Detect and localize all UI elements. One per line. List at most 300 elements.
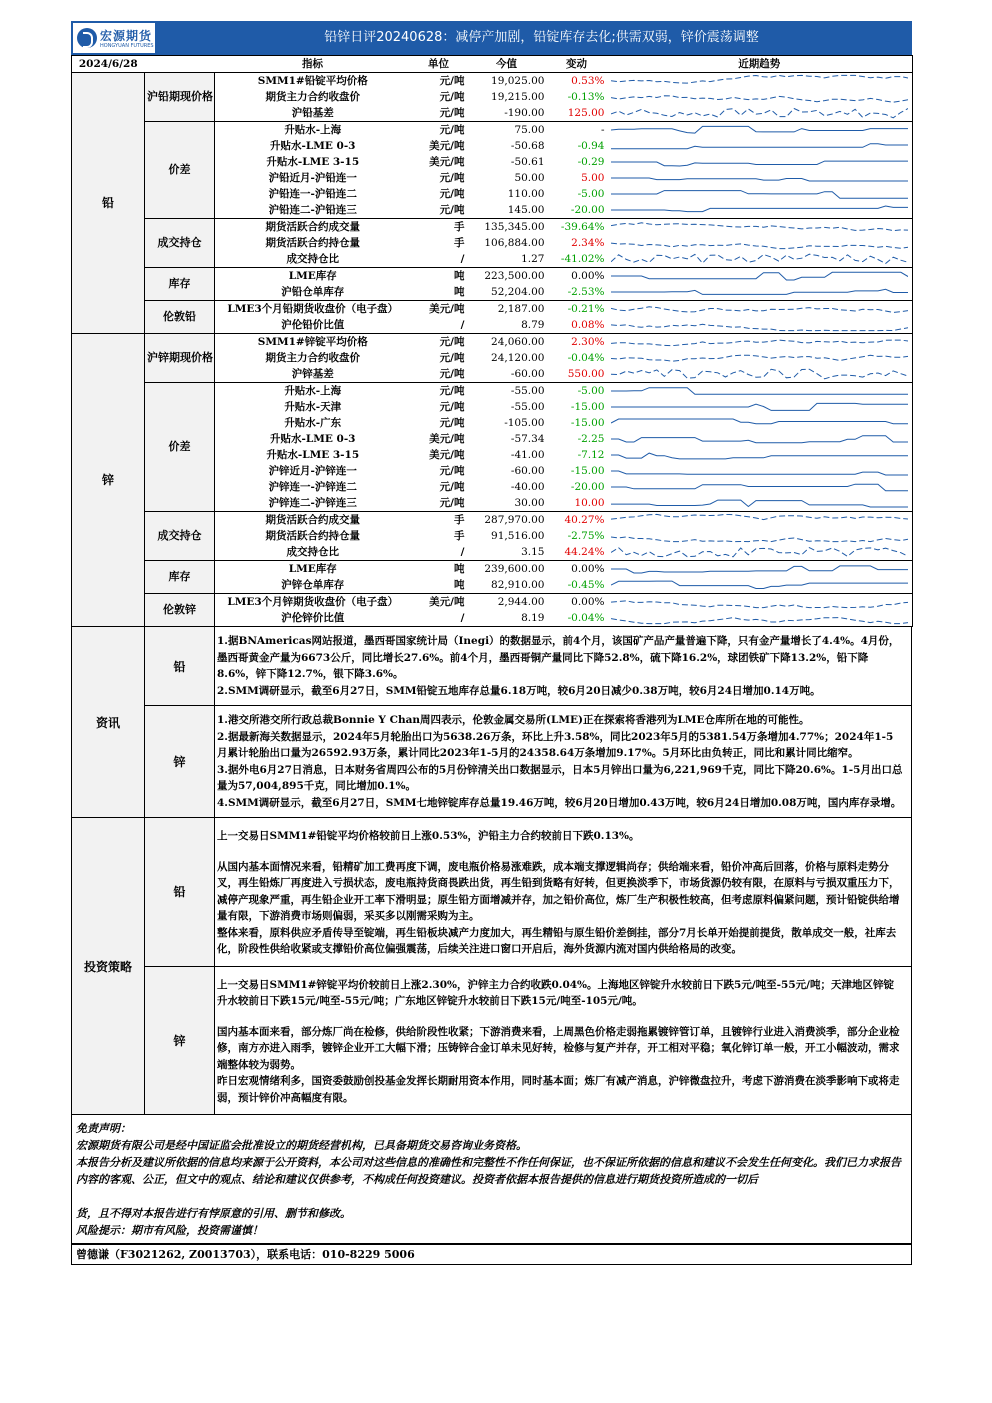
trend-cell	[607, 415, 913, 431]
trend-line	[611, 307, 909, 313]
unit-cell: 元/吨	[411, 202, 467, 219]
trend-cell	[607, 154, 913, 170]
group-label: 库存	[145, 561, 215, 594]
unit-cell: /	[411, 251, 467, 268]
news-zinc-label: 锌	[145, 706, 215, 818]
table-row	[72, 219, 913, 236]
indicator-name: 升贴水-广东	[284, 417, 342, 429]
change-value: 0.08%	[547, 317, 607, 334]
trend-cell	[607, 544, 913, 561]
indicator-name: 期货主力合约收盘价	[265, 91, 360, 103]
strategy-lead-para: 上一交易日SMM1#铅锭平均价格较前日上涨0.53%，沪铅主力合约较前日下跌0.13%。	[217, 830, 640, 842]
change-value: -0.45%	[547, 577, 607, 594]
unit-cell: 元/吨	[411, 366, 467, 383]
indicator-name: 沪锌连二-沪锌连三	[215, 495, 411, 512]
change-value: -7.12	[577, 449, 605, 461]
change-value: 10.00	[547, 495, 607, 512]
today-value: -55.00	[510, 401, 545, 413]
indicator-name: 沪锌基差	[215, 366, 411, 383]
change-value: -5.00	[577, 188, 605, 200]
unit-cell: 元/吨	[411, 495, 467, 512]
indicator-name: SMM1#锌锭平均价格	[257, 336, 368, 348]
trend-cell	[607, 479, 913, 495]
report-page	[71, 21, 912, 1265]
disclaimer-line: 宏源期货有限公司是经中国证监会批准设立的期货经营机构，已具备期货交易咨询业务资格。	[76, 1139, 527, 1152]
today-value: -41.00	[510, 449, 545, 461]
table-row	[72, 334, 913, 351]
trend-sparkline	[611, 464, 909, 478]
group-label: 伦敦铅	[145, 301, 215, 334]
trend-line	[611, 601, 909, 608]
table-row	[72, 73, 913, 90]
trend-cell	[607, 561, 913, 578]
today-value: 8.79	[467, 317, 547, 334]
today-value: 2,187.00	[497, 303, 545, 315]
change-value: -0.21%	[567, 303, 605, 315]
trend-line	[611, 96, 909, 102]
trend-sparkline	[611, 252, 909, 266]
change-value: -5.00	[577, 385, 605, 397]
report-banner	[71, 21, 912, 55]
change-value: -15.00	[570, 401, 605, 413]
today-value: 19,025.00	[491, 75, 545, 87]
trend-cell	[607, 284, 913, 301]
trend-sparkline	[611, 318, 909, 332]
table-row	[72, 122, 913, 139]
trend-line	[611, 500, 909, 507]
trend-sparkline	[611, 578, 909, 592]
report-title: 铅锌日评20240628：减停产加剧，铅锭库存去化;供需双弱，锌价震荡调整	[324, 30, 759, 45]
trend-line	[611, 581, 909, 588]
indicator-name: 沪铅仓单库存	[215, 284, 411, 301]
unit-cell: 手	[454, 514, 465, 526]
group-label: 价差	[145, 122, 215, 219]
change-value: -0.94	[577, 140, 605, 152]
today-value: -50.61	[510, 156, 545, 168]
today-value: 2,944.00	[497, 596, 545, 608]
trend-cell	[607, 366, 913, 383]
change-value: 44.24%	[547, 544, 607, 561]
unit-cell: 元/吨	[439, 188, 465, 200]
unit-cell: 元/吨	[439, 417, 465, 429]
trend-line	[611, 388, 909, 395]
group-label: 沪锌期现价格	[145, 334, 215, 383]
trend-sparkline	[611, 106, 909, 120]
strategy-zinc-para: 昨日宏观情绪利多，国资委鼓励创投基金发挥长期耐用资本作用，同时基本面；炼厂有减产消息，沪锌微盘拉升，考虑下游消费在淡季影响下或将走弱，预计锌价冲高幅度有限。	[217, 1075, 900, 1104]
group-label: 成交持仓	[145, 219, 215, 268]
trend-sparkline	[611, 155, 909, 169]
unit-cell: /	[411, 544, 467, 561]
strategy-lead-text	[215, 818, 912, 966]
trend-line	[611, 206, 909, 212]
trend-sparkline	[611, 74, 909, 88]
trend-cell	[607, 186, 913, 202]
unit-cell: 美元/吨	[429, 156, 465, 168]
unit-cell: 美元/吨	[429, 449, 465, 461]
today-value: -40.00	[510, 481, 545, 493]
logo-subtext: HONGYUAN FUTURES	[100, 43, 154, 49]
unit-cell: 元/吨	[439, 172, 465, 184]
trend-line	[611, 191, 909, 199]
disclaimer-title: 免责声明：	[76, 1122, 131, 1135]
change-value: -2.25	[577, 433, 605, 445]
trend-line	[611, 436, 909, 443]
indicator-table	[71, 55, 913, 627]
indicator-name: LME3个月铅期货收盘价（电子盘）	[227, 303, 399, 315]
today-value: 239,600.00	[484, 563, 545, 575]
trend-sparkline	[611, 220, 909, 234]
logo-icon	[77, 28, 97, 48]
trend-sparkline	[611, 351, 909, 365]
trend-line	[611, 566, 909, 573]
indicator-name: 升贴水-上海	[284, 124, 342, 136]
trend-sparkline	[611, 480, 909, 494]
unit-cell: 元/吨	[439, 352, 465, 364]
change-value: 125.00	[547, 105, 607, 122]
change-value: -2.53%	[547, 284, 607, 301]
trend-cell	[607, 122, 913, 139]
trend-cell	[607, 219, 913, 236]
trend-sparkline	[611, 416, 909, 430]
news-zinc-para: 4.SMM调研显示，截至6月27日，SMM七地锌锭库存总量19.46万吨，较6月20日增加0.43万吨，较6月24日增加0.08万吨，国内库存录增。	[217, 796, 902, 809]
today-value: -55.00	[510, 385, 545, 397]
indicator-name: 期货主力合约收盘价	[265, 352, 360, 364]
trend-cell	[607, 268, 913, 285]
trend-cell	[607, 235, 913, 251]
today-value: -190.00	[467, 105, 547, 122]
trend-line	[611, 75, 909, 83]
trend-sparkline	[611, 529, 909, 543]
indicator-name: 升贴水-LME 3-15	[266, 449, 360, 461]
unit-cell: 元/吨	[439, 336, 465, 348]
change-value: 0.00%	[571, 596, 605, 608]
trend-line	[611, 144, 909, 149]
trend-cell	[607, 594, 913, 611]
today-value: -105.00	[504, 417, 545, 429]
indicator-name: 沪锌仓单库存	[215, 577, 411, 594]
indicator-name: 期货活跃合约持仓量	[265, 530, 360, 542]
today-value: 110.00	[507, 188, 545, 200]
news-zinc-para: 2.据最新海关数据显示，2024年5月轮胎出口为5638.26万条，环比上升3.58%，同比2023年5月的5381.54万条增加4.77%；2024年1-5月累计轮胎出口量为26592.93万条，累计同比2023年1-5月的24358.64万条增加9.17%。5月环比由负转正，同比和累计同比缩窄。	[217, 730, 894, 759]
change-value: -0.04%	[567, 352, 605, 364]
indicator-name: 升贴水-天津	[284, 401, 342, 413]
trend-sparkline	[611, 171, 909, 185]
trend-line	[611, 403, 909, 410]
indicator-name: SMM1#铅锭平均价格	[257, 75, 368, 87]
trend-line	[611, 537, 909, 542]
today-value: 50.00	[514, 172, 545, 184]
change-value: -15.00	[570, 417, 605, 429]
trend-cell	[607, 138, 913, 154]
today-value: 145.00	[467, 202, 547, 219]
change-value: -0.29	[577, 156, 605, 168]
trend-cell	[607, 73, 913, 90]
indicator-name: 沪铅连二-沪铅连三	[215, 202, 411, 219]
trend-sparkline	[611, 545, 909, 559]
metal-category: 铅	[72, 73, 145, 334]
trend-cell	[607, 447, 913, 463]
strategy-section	[71, 818, 912, 1115]
unit-cell: 元/吨	[439, 385, 465, 397]
table-row	[72, 561, 913, 578]
indicator-name: 沪伦锌价比值	[215, 610, 411, 627]
trend-cell	[607, 301, 913, 318]
trend-line	[611, 548, 909, 557]
trend-cell	[607, 495, 913, 512]
unit-cell: 元/吨	[439, 465, 465, 477]
today-value: 3.15	[467, 544, 547, 561]
change-value: 40.27%	[564, 514, 605, 526]
group-label: 价差	[145, 383, 215, 512]
trend-sparkline	[611, 432, 909, 446]
trend-cell	[607, 350, 913, 366]
today-value: 1.27	[467, 251, 547, 268]
unit-cell: 手	[454, 237, 465, 249]
trend-line	[611, 108, 909, 118]
change-value: -0.04%	[547, 610, 607, 627]
unit-cell: 美元/吨	[429, 303, 465, 315]
disclaimer-line: 货，且不得对本报告进行有悖原意的引用、删节和修改。	[76, 1207, 351, 1220]
group-label: 成交持仓	[145, 512, 215, 561]
indicator-name: 期货活跃合约成交量	[265, 514, 360, 526]
trend-line	[611, 618, 909, 624]
change-value: -20.00	[570, 481, 605, 493]
header-blank	[145, 56, 215, 73]
unit-cell: 吨	[411, 577, 467, 594]
trend-line	[611, 178, 909, 181]
trend-cell	[607, 317, 913, 334]
trend-sparkline	[611, 496, 909, 510]
unit-cell: 元/吨	[411, 105, 467, 122]
unit-cell: 吨	[454, 270, 465, 282]
metal-category: 锌	[72, 334, 145, 627]
trend-sparkline	[611, 595, 909, 609]
today-value: 82,910.00	[467, 577, 547, 594]
indicator-name: 沪伦铅价比值	[215, 317, 411, 334]
change-value: -20.00	[547, 202, 607, 219]
unit-cell: 手	[454, 530, 465, 542]
unit-cell: 元/吨	[439, 401, 465, 413]
header-unit: 单位	[411, 56, 467, 73]
analyst-contact: 曾德谦（F3021262, Z0013703），联系电话：010-8229 5006	[71, 1244, 912, 1265]
trend-line	[611, 289, 909, 294]
news-zinc-para: 3.据外电6月27日消息，日本财务省周四公布的5月份锌清关出口数据显示，日本5月锌出口量为6,221,969千克，同比下降20.6%。1-5月出口总量为57,004,895千克，同比增加0.1%。	[217, 763, 903, 792]
trend-line	[611, 369, 909, 379]
indicator-name: 沪锌近月-沪锌连一	[268, 465, 357, 477]
news-zinc-text	[215, 706, 912, 818]
trend-cell	[607, 251, 913, 268]
trend-sparkline	[611, 236, 909, 250]
logo-text: 宏源期货	[100, 29, 153, 43]
indicator-name: 成交持仓比	[215, 251, 411, 268]
change-value: -39.64%	[560, 221, 605, 233]
trend-sparkline	[611, 513, 909, 527]
group-label: 沪铅期现价格	[145, 73, 215, 122]
trend-sparkline	[611, 269, 909, 283]
unit-cell: 美元/吨	[429, 140, 465, 152]
trend-sparkline	[611, 367, 909, 381]
trend-line	[611, 514, 909, 519]
trend-sparkline	[611, 123, 909, 137]
unit-cell: 元/吨	[439, 481, 465, 493]
trend-cell	[607, 577, 913, 594]
trend-cell	[607, 528, 913, 544]
trend-cell	[607, 463, 913, 479]
trend-sparkline	[611, 302, 909, 316]
trend-cell	[607, 170, 913, 186]
trend-sparkline	[611, 562, 909, 576]
today-value: -60.00	[467, 366, 547, 383]
change-value: -	[600, 124, 605, 136]
news-section	[71, 627, 912, 818]
trend-cell	[607, 399, 913, 415]
indicator-name: 沪铅近月-沪铅连一	[268, 172, 357, 184]
indicator-name: 期货活跃合约持仓量	[265, 237, 360, 249]
change-value: 2.34%	[571, 237, 605, 249]
unit-cell: 吨	[454, 563, 465, 575]
unit-cell: 元/吨	[439, 124, 465, 136]
trend-line	[611, 223, 909, 231]
strategy-zinc-para: 国内基本面来看，部分炼厂尚在检修，供给阶段性收紧；下游消费来看，上周黑色价格走弱拖累镀锌管订单，且镀锌行业进入消费淡季，部分企业检修，南方亦进入雨季，镀锌企业开工大幅下滑；压铸锌合金订单未见好转，检修与复产并存，开工相对平稳；氧化锌订单一般，开工小幅波动，需求端整体较为弱势。	[217, 1025, 900, 1071]
today-value: 8.19	[467, 610, 547, 627]
today-value: -57.34	[510, 433, 545, 445]
trend-cell	[607, 512, 913, 529]
strategy-category: 投资策略	[72, 818, 145, 1115]
indicator-name: 升贴水-LME 0-3	[270, 140, 356, 152]
trend-cell	[607, 431, 913, 447]
trend-line	[611, 419, 909, 424]
trend-cell	[607, 334, 913, 351]
trend-cell	[607, 105, 913, 122]
trend-cell	[607, 89, 913, 105]
table-row	[72, 594, 913, 611]
news-category: 资讯	[72, 627, 145, 818]
disclaimer-line: 本报告分析及建议所依据的信息均来源于公开资料，本公司对这些信息的准确性和完整性不作任何保证，也不保证所依据的信息和建议不会发生任何变化。我们已力求报告内容的客观、公正，但文中的观点、结论和建议仅供参考，不构成任何投资建议。投资者依据本报告提供的信息进行期货投资所造成的一切后	[76, 1156, 901, 1186]
change-value: 5.00	[581, 172, 605, 184]
company-logo	[72, 22, 156, 54]
header-date: 2024/6/28	[72, 56, 145, 73]
indicator-name: 成交持仓比	[215, 544, 411, 561]
table-row	[72, 383, 913, 400]
trend-line	[611, 254, 909, 263]
trend-sparkline	[611, 285, 909, 299]
today-value: -50.68	[510, 140, 545, 152]
strategy-zinc-label: 锌	[145, 966, 215, 1115]
today-value: 91,516.00	[491, 530, 545, 542]
trend-line	[611, 324, 909, 330]
disclaimer	[71, 1115, 912, 1244]
header-change: 变动	[547, 56, 607, 73]
indicator-name: LME库存	[288, 270, 337, 282]
indicator-name: LME3个月锌期货收盘价（电子盘）	[227, 596, 399, 608]
today-value: 24,120.00	[491, 352, 545, 364]
trend-line	[611, 126, 909, 133]
header-today: 今值	[467, 56, 547, 73]
strategy-lead-para: 整体来看，原料供应矛盾传导至锭端，再生铅板块减产力度加大，再生精铅与原生铅价差倒挂，部分7月长单开始提前提货，散单成交一般，社库去化，阶段性供给收紧或支撑铅价高位偏强震荡，后续关注进口窗口开启后，海外货源内流对国内供给格局的改变。	[217, 926, 897, 955]
trend-line	[611, 272, 909, 280]
trend-line	[611, 471, 909, 475]
indicator-name: 升贴水-LME 3-15	[266, 156, 360, 168]
trend-line	[611, 355, 909, 361]
indicator-name: 升贴水-上海	[284, 385, 342, 397]
trend-sparkline	[611, 611, 909, 625]
strategy-lead-para: 从国内基本面情况来看，铅精矿加工费再度下调，废电瓶价格易涨难跌，成本端支撑逻辑尚存；供给端来看，铅价冲高后回落，价格与原料走势分叉，再生铅炼厂再度进入亏损状态，废电瓶持货商畏跌出货，再生铅到货略有好转，但更换淡季下，市场货源仍较有限，在原料与亏损双重压力下，减停产现象严重，再生铅企业开工率下滑明显；原生铅方面增减并存，加之铅价高位，炼厂生产积极性较高，但考虑原料偏紧问题，预计铅锭供给增量有限，下游消费市场则偏弱，采买多以刚需采购为主。	[217, 860, 900, 922]
indicator-name: 升贴水-LME 0-3	[270, 433, 356, 445]
trend-cell	[607, 202, 913, 219]
today-value: 287,970.00	[484, 514, 545, 526]
trend-sparkline	[611, 139, 909, 153]
group-label: 库存	[145, 268, 215, 301]
unit-cell: 元/吨	[439, 75, 465, 87]
today-value: 24,060.00	[491, 336, 545, 348]
trend-sparkline	[611, 384, 909, 398]
today-value: 106,884.00	[484, 237, 545, 249]
change-value: -15.00	[570, 465, 605, 477]
header-trend: 近期趋势	[607, 56, 913, 73]
news-zinc-para: 1.港交所港交所行政总裁Bonnie Y Chan周四表示，伦敦金属交易所(LME)正在探索将香港列为LME仓库所在地的可能性。	[217, 714, 810, 726]
trend-line	[611, 161, 909, 166]
indicator-name: 沪锌连一-沪锌连二	[268, 481, 357, 493]
change-value: -2.75%	[567, 530, 605, 542]
strategy-zinc-para: 上一交易日SMM1#锌锭平均价较前日上涨2.30%，沪锌主力合约收跌0.04%。上海地区锌锭升水较前日下跌5元/吨至-55元/吨；天津地区锌锭升水较前日下跌15元/吨至-55元/吨；广东地区锌锭升水较前日下跌15元/吨至-105元/吨。	[217, 978, 894, 1007]
today-value: 52,204.00	[467, 284, 547, 301]
unit-cell: /	[411, 610, 467, 627]
trend-line	[611, 453, 909, 459]
trend-sparkline	[611, 400, 909, 414]
indicator-name: 沪铅基差	[215, 105, 411, 122]
table-row	[72, 268, 913, 285]
today-value: -60.00	[510, 465, 545, 477]
change-value: 0.53%	[571, 75, 605, 87]
unit-cell: 吨	[411, 284, 467, 301]
news-lead-label: 铅	[145, 627, 215, 706]
header-indicator: 指标	[215, 56, 411, 73]
change-value: 0.00%	[571, 270, 605, 282]
strategy-lead-label: 铅	[145, 818, 215, 966]
table-header-row	[72, 56, 913, 73]
trend-sparkline	[611, 335, 909, 349]
table-row	[72, 512, 913, 529]
indicator-name: LME库存	[288, 563, 337, 575]
unit-cell: 手	[454, 221, 465, 233]
unit-cell: 美元/吨	[429, 433, 465, 445]
change-value: 550.00	[547, 366, 607, 383]
table-row	[72, 301, 913, 318]
today-value: 19,215.00	[491, 91, 545, 103]
change-value: 0.00%	[571, 563, 605, 575]
indicator-name: 沪铅连一-沪铅连二	[268, 188, 357, 200]
change-value: 2.30%	[571, 336, 605, 348]
unit-cell: /	[411, 317, 467, 334]
trend-sparkline	[611, 90, 909, 104]
indicator-name: 期货活跃合约成交量	[265, 221, 360, 233]
trend-line	[611, 484, 909, 491]
trend-sparkline	[611, 448, 909, 462]
trend-sparkline	[611, 187, 909, 201]
trend-line	[611, 243, 909, 249]
news-lead-text	[215, 627, 912, 706]
trend-sparkline	[611, 203, 909, 217]
strategy-zinc-text	[215, 966, 912, 1115]
today-value: 135,345.00	[484, 221, 545, 233]
trend-cell	[607, 383, 913, 400]
today-value: 75.00	[514, 124, 545, 136]
news-lead-para: 1.据BNAmericas网站报道，墨西哥国家统计局（Inegi）的数据显示，前4个月，该国矿产品产量普遍下降，只有金产量增长了4.4%。4月份，墨西哥黄金产量为6673公斤，同比增长27.6%。前4个月，墨西哥铜产量同比下降52.8%，硫下降16.2%，球团铁矿下降13.2%，铅下降8.6%，锌下降12.7%，银下降3.6%。	[217, 635, 900, 680]
change-value: -0.13%	[567, 91, 605, 103]
risk-warning: 风险提示：期市有风险，投资需谨慎！	[76, 1224, 263, 1237]
today-value: 223,500.00	[484, 270, 545, 282]
group-label: 伦敦锌	[145, 594, 215, 627]
